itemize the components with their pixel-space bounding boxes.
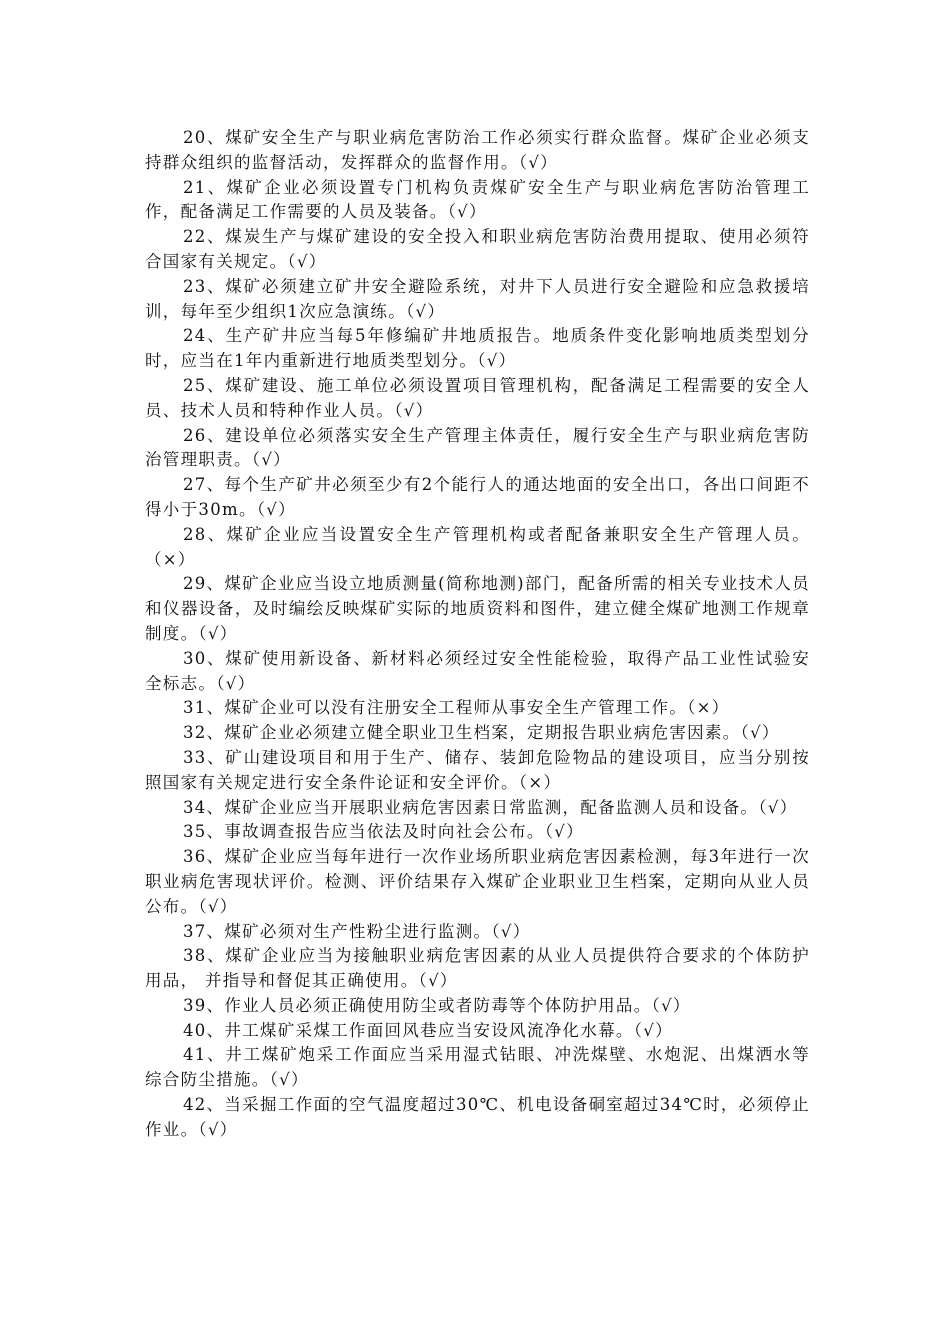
question-25: 25、煤矿建设、施工单位必须设置项目管理机构，配备满足工程需要的安全人员、技术人员和特种作业人员。（√）	[145, 375, 810, 420]
question-26: 26、建设单位必须落实安全生产管理主体责任，履行安全生产与职业病危害防治管理职责。（√）	[145, 425, 810, 470]
question-35: 35、事故调查报告应当依法及时向社会公布。（√）	[182, 822, 584, 842]
question-31: 31、煤矿企业可以没有注册安全工程师从事安全生产管理工作。（×）	[182, 698, 730, 718]
question-22: 22、煤炭生产与煤矿建设的安全投入和职业病危害防治费用提取、使用必须符合国家有关规定。（√）	[145, 227, 810, 271]
question-37: 37、煤矿必须对生产性粉尘进行监测。（√）	[182, 921, 531, 941]
question-41: 41、井工煤矿炮采工作面应当采用湿式钻眼、冲洗煤壁、水炮泥、出煤洒水等综合防尘措施。（√）	[145, 1045, 810, 1090]
question-36: 36、煤矿企业应当每年进行一次作业场所职业病危害因素检测，每3年进行一次职业病危害现状评价。检测、评价结果存入煤矿企业职业卫生档案，定期向从业人员公布。（√）	[145, 847, 810, 916]
question-24: 24、生产矿井应当每5年修编矿井地质报告。地质条件变化影响地质类型划分时，应当在1年内重新进行地质类型划分。（√）	[145, 326, 810, 371]
question-40: 40、井工煤矿采煤工作面回风巷应当安设风流净化水幕。（√）	[182, 1020, 673, 1040]
question-23: 23、煤矿必须建立矿井安全避险系统，对井下人员进行安全避险和应急救援培训，每年至少组织1次应急演练。（√）	[145, 276, 810, 321]
question-27: 27、每个生产矿井必须至少有2个能行人的通达地面的安全出口，各出口间距不得小于30m。（√）	[145, 475, 810, 519]
question-42: 42、当采掘工作面的空气温度超过30℃、机电设备硐室超过34℃时，必须停止作业。（√）	[145, 1095, 810, 1139]
document-body	[145, 126, 810, 1143]
question-20: 20、煤矿安全生产与职业病危害防治工作必须实行群众监督。煤矿企业必须支持群众组织的监督活动，发挥群众的监督作用。（√）	[145, 128, 810, 172]
question-30: 30、煤矿使用新设备、新材料必须经过安全性能检验，取得产品工业性试验安全标志。（√）	[145, 648, 810, 693]
question-34: 34、煤矿企业应当开展职业病危害因素日常监测，配备监测人员和设备。（√）	[182, 797, 798, 817]
question-29: 29、煤矿企业应当设立地质测量(简称地测)部门，配备所需的相关专业技术人员和仪器设备，及时编绘反映煤矿实际的地质资料和图件，建立健全煤矿地测工作规章制度。（√）	[145, 574, 810, 643]
question-28: 28、煤矿企业应当设置安全生产管理机构或者配备兼职安全生产管理人员。（×）	[145, 524, 810, 569]
question-33: 33、矿山建设项目和用于生产、储存、装卸危险物品的建设项目，应当分别按照国家有关规定进行安全条件论证和安全评价。（×）	[145, 747, 810, 792]
question-21: 21、煤矿企业必须设置专门机构负责煤矿安全生产与职业病危害防治管理工作，配备满足工作需要的人员及装备。（√）	[145, 177, 810, 222]
question-38: 38、煤矿企业应当为接触职业病危害因素的从业人员提供符合要求的个体防护用品， 并指导和督促其正确使用。（√）	[145, 946, 810, 991]
question-32: 32、煤矿企业必须建立健全职业卫生档案，定期报告职业病危害因素。（√）	[182, 723, 780, 743]
question-39: 39、作业人员必须正确使用防尘或者防毒等个体防护用品。（√）	[182, 995, 691, 1015]
